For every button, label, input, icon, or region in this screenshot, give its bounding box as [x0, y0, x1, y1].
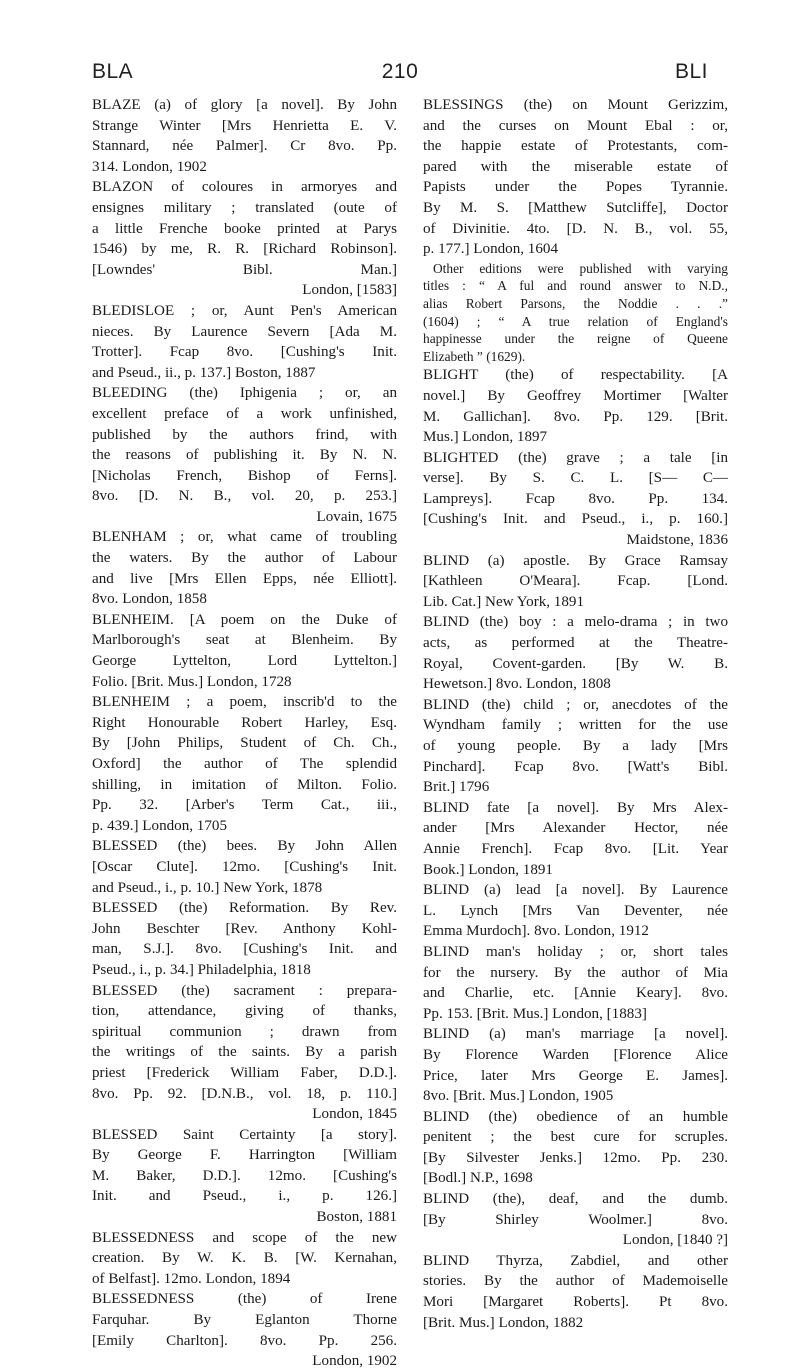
entry-line: BLENHEIM. [A poem on the Duke of [92, 611, 397, 628]
entry-line: and live [Mrs Ellen Epps, née Elliott]. [92, 570, 397, 587]
entry-line: Stannard, née Palmer]. Cr 8vo. Pp. [92, 138, 397, 155]
catalogue-entry [423, 942, 728, 1024]
entry-line: ensignes military ; translated (oute of [92, 199, 397, 216]
catalogue-entry [92, 692, 397, 836]
catalogue-entry [423, 798, 728, 880]
catalogue-entry [423, 365, 728, 447]
entry-line: nieces. By Laurence Severn [Ada M. [92, 323, 397, 340]
entry-line: 8vo. Pp. 92. [D.N.B., vol. 18, p. 110.] [92, 1085, 397, 1102]
entry-line: priest [Frederick William Faber, D.D.]. [92, 1064, 397, 1081]
entry-line: 8vo. London, 1858 [92, 591, 207, 608]
entry-line: BLESSED (the) Reformation. By Rev. [92, 900, 397, 917]
entry-line: [Emily Charlton]. 8vo. Pp. 256. [92, 1332, 397, 1349]
entry-line: novel.] By Geoffrey Mortimer [Walter [423, 387, 728, 404]
entry-line: Maidstone, 1836 [626, 532, 728, 549]
entry-line: BLESSED Saint Certainty [a story]. [92, 1126, 397, 1143]
note-line: (1604) ; “ A true relation of England's [423, 313, 728, 329]
entry-line: for the nursery. By the author of Mia [423, 964, 728, 981]
catalogue-entry [92, 301, 397, 383]
entry-line: BLEEDING (the) Iphigenia ; or, an [92, 385, 397, 402]
entry-line: George Lyttelton, Lord Lyttelton.] [92, 653, 397, 670]
entry-line: BLIND man's holiday ; or, short tales [423, 943, 728, 960]
entry-line: [By Silvester Jenks.] 12mo. Pp. 230. [423, 1149, 728, 1166]
entry-line: and Pseud., i., p. 10.] New York, 1878 [92, 879, 323, 896]
entry-line: L. Lynch [Mrs Van Deventer, née [423, 902, 728, 919]
catalogue-entry [423, 1107, 728, 1189]
entry-line: excellent preface of a work unfinished, [92, 405, 397, 422]
entry-line: BLIND (a) man's marriage [a novel]. [423, 1026, 728, 1043]
entry-line: BLAZE (a) of glory [a novel]. By John [92, 97, 397, 113]
entry-line: [Oscar Clute]. 12mo. [Cushing's Init. [92, 858, 397, 875]
entry-line: BLIND (a) lead [a novel]. By Laurence [423, 882, 728, 899]
entry-line: Brit.] 1796 [423, 779, 490, 796]
entry-line: [Cushing's Init. and Pseud., i., p. 160.] [423, 511, 728, 528]
catalogue-entry [92, 177, 397, 301]
entry-line: Royal, Covent-garden. [By W. B. [423, 655, 728, 672]
entry-line: BLIND fate [a novel]. By Mrs Alex- [423, 799, 728, 816]
entry-line: Lovain, 1675 [316, 508, 397, 525]
catalogue-entry [423, 448, 728, 551]
entry-line: Strange Winter [Mrs Henrietta E. V. [92, 117, 397, 134]
catalogue-entry [92, 95, 397, 177]
entry-line: published by the authors frind, with [92, 426, 397, 443]
entry-line: BLIND (a) apostle. By Grace Ramsay [423, 552, 728, 569]
entry-line: stories. By the author of Mademoiselle [423, 1273, 728, 1290]
catalogue-entry [92, 1289, 397, 1371]
entry-line: By George F. Harrington [William [92, 1147, 397, 1164]
entry-line: M. Baker, D.D.]. 12mo. [Cushing's [92, 1167, 397, 1184]
catalogue-entry [423, 695, 728, 798]
entry-line: acts, as performed at the Theatre- [423, 635, 728, 652]
entry-line: London, 1902 [312, 1353, 397, 1370]
entry-line: BLESSEDNESS (the) of Irene [92, 1291, 397, 1308]
catalogue-entry [423, 612, 728, 694]
entry-line: [Brit. Mus.] London, 1882 [423, 1314, 584, 1331]
entry-line: London, 1845 [312, 1106, 397, 1123]
entry-line: of Divinitie. 4to. [D. N. B., vol. 55, [423, 220, 728, 237]
entry-line: BLIND (the) obedience of an humble [423, 1108, 728, 1125]
catalogue-entry [92, 527, 397, 609]
catalogue-entry [423, 880, 728, 942]
catalogue-entry [92, 383, 397, 527]
entry-line: BLIGHTED (the) grave ; a tale [in [423, 449, 728, 466]
entry-line: of Belfast]. 12mo. London, 1894 [92, 1270, 291, 1287]
catalogue-entry [92, 1228, 397, 1290]
entry-line: the writings of the saints. By a parish [92, 1044, 397, 1061]
entry-line: BLENHAM ; or, what came of troubling [92, 529, 397, 546]
entry-line: BLIND (the), deaf, and the dumb. [423, 1191, 728, 1208]
note-line: Other editions were published with varying [433, 260, 728, 276]
entry-line: Lib. Cat.] New York, 1891 [423, 593, 584, 610]
entry-line: creation. By W. K. B. [W. Kernahan, [92, 1250, 397, 1267]
entry-line: of young people. By a lady [Mrs [423, 738, 728, 754]
entry-line: Annie French]. Fcap 8vo. [Lit. Year [423, 840, 728, 857]
entry-line: BLIND Thyrza, Zabdiel, and other [423, 1252, 728, 1269]
entry-line: BLEDISLOE ; or, Aunt Pen's American [92, 302, 397, 319]
entry-line: Pinchard]. Fcap 8vo. [Watt's Bibl. [423, 758, 728, 775]
catalogue-entry [92, 898, 397, 980]
entry-line: 8vo. [D. N. B., vol. 20, p. 253.] [92, 488, 397, 505]
entry-line: [Lowndes' Bibl. Man.] [92, 261, 397, 278]
entry-line: Lampreys]. Fcap 8vo. Pp. 134. [423, 490, 728, 507]
right-column [423, 95, 728, 1333]
entry-line: London, [1583] [302, 282, 397, 299]
entry-line: the happie estate of Protestants, com- [423, 138, 728, 155]
entry-line: Price, later Mrs George E. James]. [423, 1067, 728, 1084]
catalogue-entry [92, 610, 397, 692]
entry-line: Pp. 153. [Brit. Mus.] London, [1883] [423, 1005, 647, 1022]
running-head-right: BLI [674, 60, 708, 83]
entry-line: and the curses on Mount Ebal : or, [423, 117, 728, 134]
entry-line: Pseud., i., p. 34.] Philadelphia, 1818 [92, 961, 311, 978]
entry-line: penitent ; the best cure for scruples. [423, 1129, 728, 1146]
entry-line: Papists under the Popes Tyrannie. [423, 179, 728, 196]
entry-line: pared with the miserable estate of [423, 158, 728, 175]
entry-line: [Nicholas French, Bishop of Ferns]. [92, 467, 397, 484]
note-line: happinesse under the reigne of Queene [423, 331, 728, 347]
entry-line: and Charlie, etc. [Annie Keary]. 8vo. [423, 985, 728, 1002]
entry-line: By M. S. [Matthew Sutcliffe], Doctor [423, 199, 728, 216]
catalogue-entry [423, 1251, 728, 1333]
entry-line: man, S.J.]. 8vo. [Cushing's Init. and [92, 941, 397, 958]
entry-line: 8vo. [Brit. Mus.] London, 1905 [423, 1088, 614, 1105]
entry-line: Init. and Pseud., i., p. 126.] [92, 1188, 397, 1205]
entry-line: London, [1840 ?] [622, 1232, 728, 1249]
entry-line: Right Honourable Robert Harley, Esq. [92, 714, 397, 731]
note-line: Elizabeth ” (1629). [423, 348, 526, 364]
entry-line: verse]. By S. C. L. [S— C— [423, 470, 728, 487]
entry-line: Wyndham family ; written for the use [423, 717, 728, 734]
entry-line: p. 177.] London, 1604 [423, 241, 558, 258]
entry-line: Folio. [Brit. Mus.] London, 1728 [92, 673, 292, 690]
entry-line: [By Shirley Woolmer.] 8vo. [423, 1211, 728, 1228]
entry-line: Farquhar. By Eglanton Thorne [92, 1312, 397, 1329]
catalogue-entry [92, 1125, 397, 1228]
running-head [92, 60, 708, 90]
entry-line: Mori [Margaret Roberts]. Pt 8vo. [423, 1294, 728, 1311]
entry-line: BLESSED (the) sacrament : prepara- [92, 982, 397, 999]
entry-line: Pp. 32. [Arber's Term Cat., iii., [92, 797, 397, 814]
catalogue-entry [423, 95, 728, 365]
entry-line: 314. London, 1902 [92, 158, 207, 175]
entry-line: the reasons of publishing it. By N. N. [92, 447, 397, 464]
entry-line: John Beschter [Rev. Anthony Kohl- [92, 920, 397, 937]
entry-line: BLIND (the) child ; or, anecdotes of the [423, 696, 728, 713]
entry-line: Marlborough's seat at Blenheim. By [92, 632, 397, 649]
entry-line: Hewetson.] 8vo. London, 1808 [423, 676, 611, 693]
catalogue-entry [423, 1189, 728, 1251]
entry-line: spiritual communion ; drawn from [92, 1023, 397, 1040]
entry-line: BLENHEIM ; a poem, inscrib'd to the [92, 694, 397, 711]
entry-line: BLESSEDNESS and scope of the new [92, 1229, 397, 1246]
entry-line: p. 439.] London, 1705 [92, 817, 227, 834]
entry-line: BLAZON of coloures in armoryes and [92, 179, 397, 196]
entry-line: tion, attendance, giving of thanks, [92, 1003, 397, 1020]
entry-line: BLIND (the) boy : a melo-drama ; in two [423, 614, 728, 631]
entry-line: ander [Mrs Alexander Hector, née [423, 820, 728, 837]
catalogue-entry [92, 981, 397, 1125]
entry-line: [Bodl.] N.P., 1698 [423, 1170, 533, 1187]
page-number: 210 [381, 60, 419, 83]
entry-line: Mus.] London, 1897 [423, 429, 548, 446]
entry-line: Emma Murdoch]. 8vo. London, 1912 [423, 923, 649, 940]
entry-line: Oxford] the author of The splendid [92, 756, 397, 772]
entry-line: 1546) by me, R. R. [Richard Robinson]. [92, 241, 397, 258]
entry-line: By [John Philips, Student of Ch. Ch., [92, 735, 397, 752]
catalogue-entry [423, 551, 728, 613]
left-column [92, 95, 397, 1372]
catalogue-entry [92, 836, 397, 898]
entry-note [423, 260, 728, 366]
note-line: titles : “ A ful and round answer to N.D., [423, 278, 728, 294]
entry-line: BLIGHT (the) of respectability. [A [423, 367, 728, 384]
entry-line: [Kathleen O'Meara]. Fcap. [Lond. [423, 573, 728, 590]
entry-line: Book.] London, 1891 [423, 861, 553, 878]
running-head-left: BLA [92, 60, 134, 83]
entry-line: Boston, 1881 [316, 1209, 397, 1226]
entry-line: Trotter]. Fcap 8vo. [Cushing's Init. [92, 344, 397, 361]
entry-line: BLESSED (the) bees. By John Allen [92, 838, 397, 855]
entry-line: shilling, in imitation of Milton. Folio. [92, 776, 397, 793]
catalogue-entry [423, 1024, 728, 1106]
entry-line: By Florence Warden [Florence Alice [423, 1046, 728, 1063]
entry-line: a little Frenche booke printed at Parys [92, 220, 397, 237]
entry-line: the waters. By the author of Labour [92, 550, 397, 567]
note-line: alias Robert Parsons, the Noddie . . .” [423, 295, 728, 311]
entry-line: BLESSINGS (the) on Mount Gerizzim, [423, 97, 728, 113]
entry-line: and Pseud., ii., p. 137.] Boston, 1887 [92, 364, 316, 381]
entry-line: M. Gallichan]. 8vo. Pp. 129. [Brit. [423, 408, 728, 425]
